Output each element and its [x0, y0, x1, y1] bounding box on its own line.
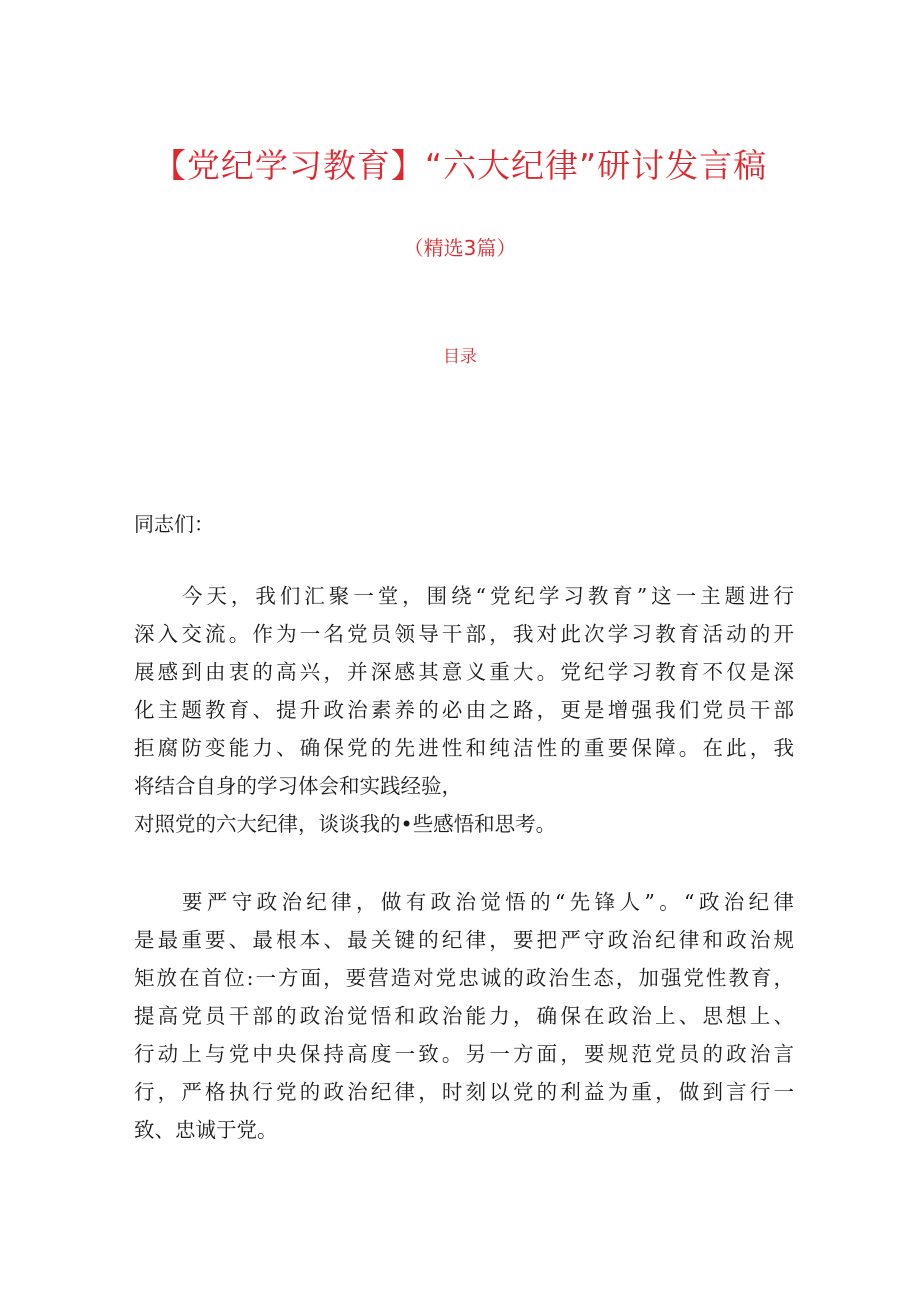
paragraph-line: 是最重要、最根本、最关键的纪律，要把严守政治纪律和政治规	[134, 928, 794, 952]
paragraph-line: 深入交流。作为一名党员领导干部，我对此次学习教育活动的开	[134, 622, 794, 646]
table-of-contents-label: 目录	[443, 347, 477, 367]
paragraph-line: 提高党员干部的政治觉悟和政治能力，确保在政治上、思想上、	[134, 1004, 794, 1028]
paragraph-line: 行，严格执行党的政治纪律，时刻以党的利益为重，做到言行一	[134, 1080, 794, 1104]
body-paragraph-1	[134, 577, 794, 843]
paragraph-line: 对照党的六大纪律，谈谈我的•些感悟和思考。	[134, 812, 557, 836]
paragraph-line: 化主题教育、提升政治素养的必由之路，更是增强我们党员干部	[134, 698, 794, 722]
salutation: 同志们：	[134, 512, 214, 536]
paragraph-line: 要严守政治纪律，做有政治觉悟的“先锋人”。“政治纪律	[182, 890, 794, 914]
document-subtitle: （精选3篇）	[403, 236, 517, 260]
paragraph-line: 行动上与党中央保持高度一致。另一方面，要规范党员的政治言	[134, 1042, 794, 1066]
paragraph-line: 展感到由衷的高兴，并深感其意义重大。党纪学习教育不仅是深	[134, 660, 794, 684]
body-paragraph-2	[134, 883, 794, 1149]
paragraph-line: 今天，我们汇聚一堂，围绕“党纪学习教育”这一主题进行	[182, 584, 794, 608]
paragraph-line: 矩放在首位:一方面，要营造对党忠诚的政治生态，加强党性教育，	[134, 966, 794, 990]
document-title: 【党纪学习教育】“六大纪律”研讨发言稿	[152, 146, 768, 185]
paragraph-line: 拒腐防变能力、确保党的先进性和纯洁性的重要保障。在此，我	[134, 736, 794, 760]
paragraph-line: 致、忠诚于党。	[134, 1118, 278, 1142]
paragraph-line: 将结合自身的学习体会和实践经验，	[134, 774, 462, 798]
